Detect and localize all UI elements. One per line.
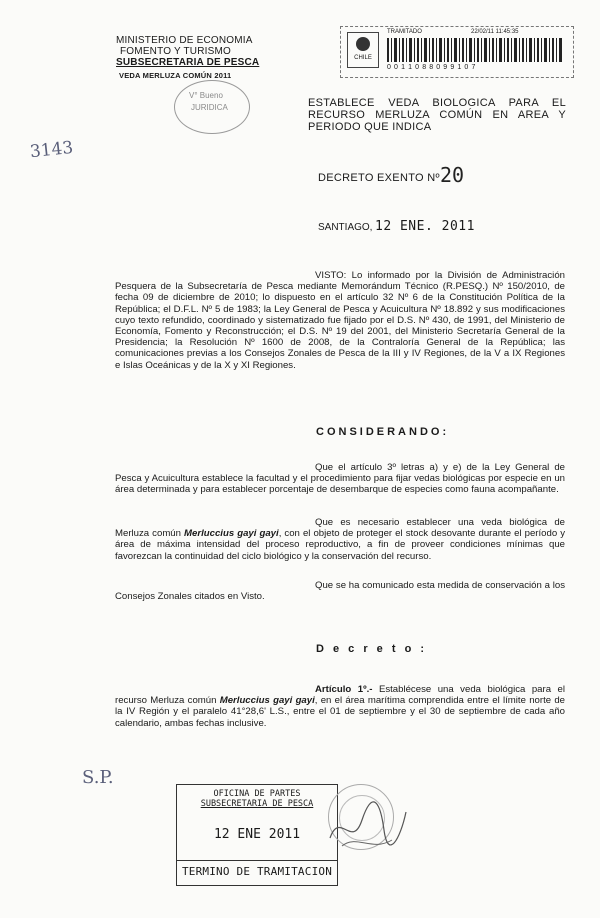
species-name: Merluccius gayi gayi	[184, 528, 279, 540]
office-stamp	[176, 784, 338, 886]
visto-paragraph	[115, 270, 565, 371]
considerando-heading: CONSIDERANDO:	[316, 426, 450, 438]
considerando-p1-rest: de Pesca y Acuicultura establece la facultad y el procedimiento para fijar vedas biológicas por especie en un área determinada y para establecer porcentaje de desembarque de especies como fauna acompañante.	[115, 462, 565, 496]
office-stamp-line2: SUBSECRETARIA DE PESCA	[200, 799, 314, 809]
header-subsecretaria: SUBSECRETARIA DE PESCA	[116, 57, 260, 68]
visto-lead: VISTO:	[315, 270, 347, 281]
juridica-stamp-text1: V° Bueno	[189, 91, 223, 100]
considerando-paragraph-2	[115, 517, 565, 562]
header-ministry-sub: FOMENTO Y TURISMO	[120, 46, 232, 57]
decree-title: ESTABLECE VEDA BIOLOGICA PARA EL RECURSO MERLUZA COMÚN EN AREA Y PERIODO QUE INDICA	[308, 97, 566, 133]
considerando-p1-first: Que el artículo 3º letras a) y e) de la Ley General	[315, 462, 550, 473]
considerando-p2-first: Que es necesario establecer una veda biológica de	[315, 517, 565, 528]
juridica-stamp-text2: JURIDICA	[191, 103, 228, 112]
emblem-label: CHILE	[354, 55, 372, 61]
considerando-p2-a: Merluza común	[115, 528, 185, 540]
signature-icon	[322, 790, 412, 860]
considerando-paragraph-1	[115, 462, 565, 496]
header-veda: VEDA MERLUZA COMÚN 2011	[119, 71, 232, 80]
considerando-p3-first: Que se ha comunicado esta medida de	[315, 580, 483, 591]
margin-handwritten-number: 3143	[29, 137, 75, 163]
chile-emblem-icon	[347, 32, 379, 68]
handwritten-initials: S.P.	[82, 767, 114, 788]
article-1-species: Merluccius gayi gayi	[219, 695, 315, 707]
article-1-label: Artículo 1º.-	[315, 684, 373, 695]
office-stamp-line1: OFICINA DE PARTES	[213, 789, 301, 799]
place-date: 12 ENE. 2011	[375, 219, 475, 234]
decreto-heading: D e c r e t o :	[316, 643, 428, 655]
barcode-number: 0 0 1 1 0 8 8 0 9 9 1 0 7	[387, 64, 476, 71]
barcode-label	[340, 26, 574, 78]
office-stamp-footer: TERMINO DE TRAMITACION	[176, 860, 338, 886]
article-1-b: , en el área marítima comprendida entre el límite norte de la IV Región y el paralelo 41°28,6' L.S., entre el 01 de septiembre y el 30 de septiembre de cada año calendario, ambas fechas inclusive.	[115, 695, 566, 729]
visto-text: Lo informado por la División de Administración Pesquera de la Subsecretaría de Pesca mediante Memorándum Técnico (R.PESQ.) Nº 150/2010, de fecha 09 de diciembre de 2010; lo dispuesto en el artículo 32 Nº 6 de la Constitución Política de la República; el D.F.L. Nº 5 de 1983; la Ley General de Pesca y Acuicultura Nº 18.892 y sus modificaciones cuyo texto refundido, coordinado y sistematizado fue fijado por el D.S. Nº 430, de 1991, del Ministerio de Economía, Fomento y Reconstrucción; el D.S. Nº 19 del 2001, del Ministerio Secretaría General de la Presidencia; la Resolución Nº 1600 de 2008, de la Contraloría General de la República; las comunicaciones previas a los Consejos Zonales de Pesca de la III y IV Regiones, de la V a IX Regiones e Islas Oceánicas y de la X y XI Regiones.	[115, 270, 565, 371]
article-1-first: Establécese una veda biológica para	[378, 684, 552, 695]
decree-number-label: DECRETO EXENTO Nº	[318, 172, 440, 184]
ministry-header	[116, 35, 296, 81]
barcode-icon	[387, 38, 567, 62]
juridica-stamp	[174, 80, 250, 134]
decree-number: 20	[440, 163, 465, 187]
barcode-label-right: 22/02/11 11:45:35	[471, 29, 519, 35]
office-stamp-date: 12 ENE 2011	[213, 827, 301, 842]
article-1-paragraph	[115, 684, 565, 729]
barcode-label-left: TRAMITADO	[387, 29, 422, 35]
considerando-paragraph-3	[115, 580, 565, 602]
considerando-p2-b: , con el objeto de proteger el stock desovante durante el período y área de máxima intensidad del proceso reproductivo, a fin de proveer condiciones mínimas que favorezcan la continuidad del ciclo biológico y la conservación del recurso.	[115, 528, 566, 562]
place-city: SANTIAGO,	[318, 222, 373, 233]
article-1-a: el recurso Merluza común	[115, 684, 566, 707]
header-ministry: MINISTERIO DE ECONOMIA	[116, 35, 253, 46]
considerando-p3-rest: conservación a los Consejos Zonales citados en Visto.	[115, 580, 565, 603]
